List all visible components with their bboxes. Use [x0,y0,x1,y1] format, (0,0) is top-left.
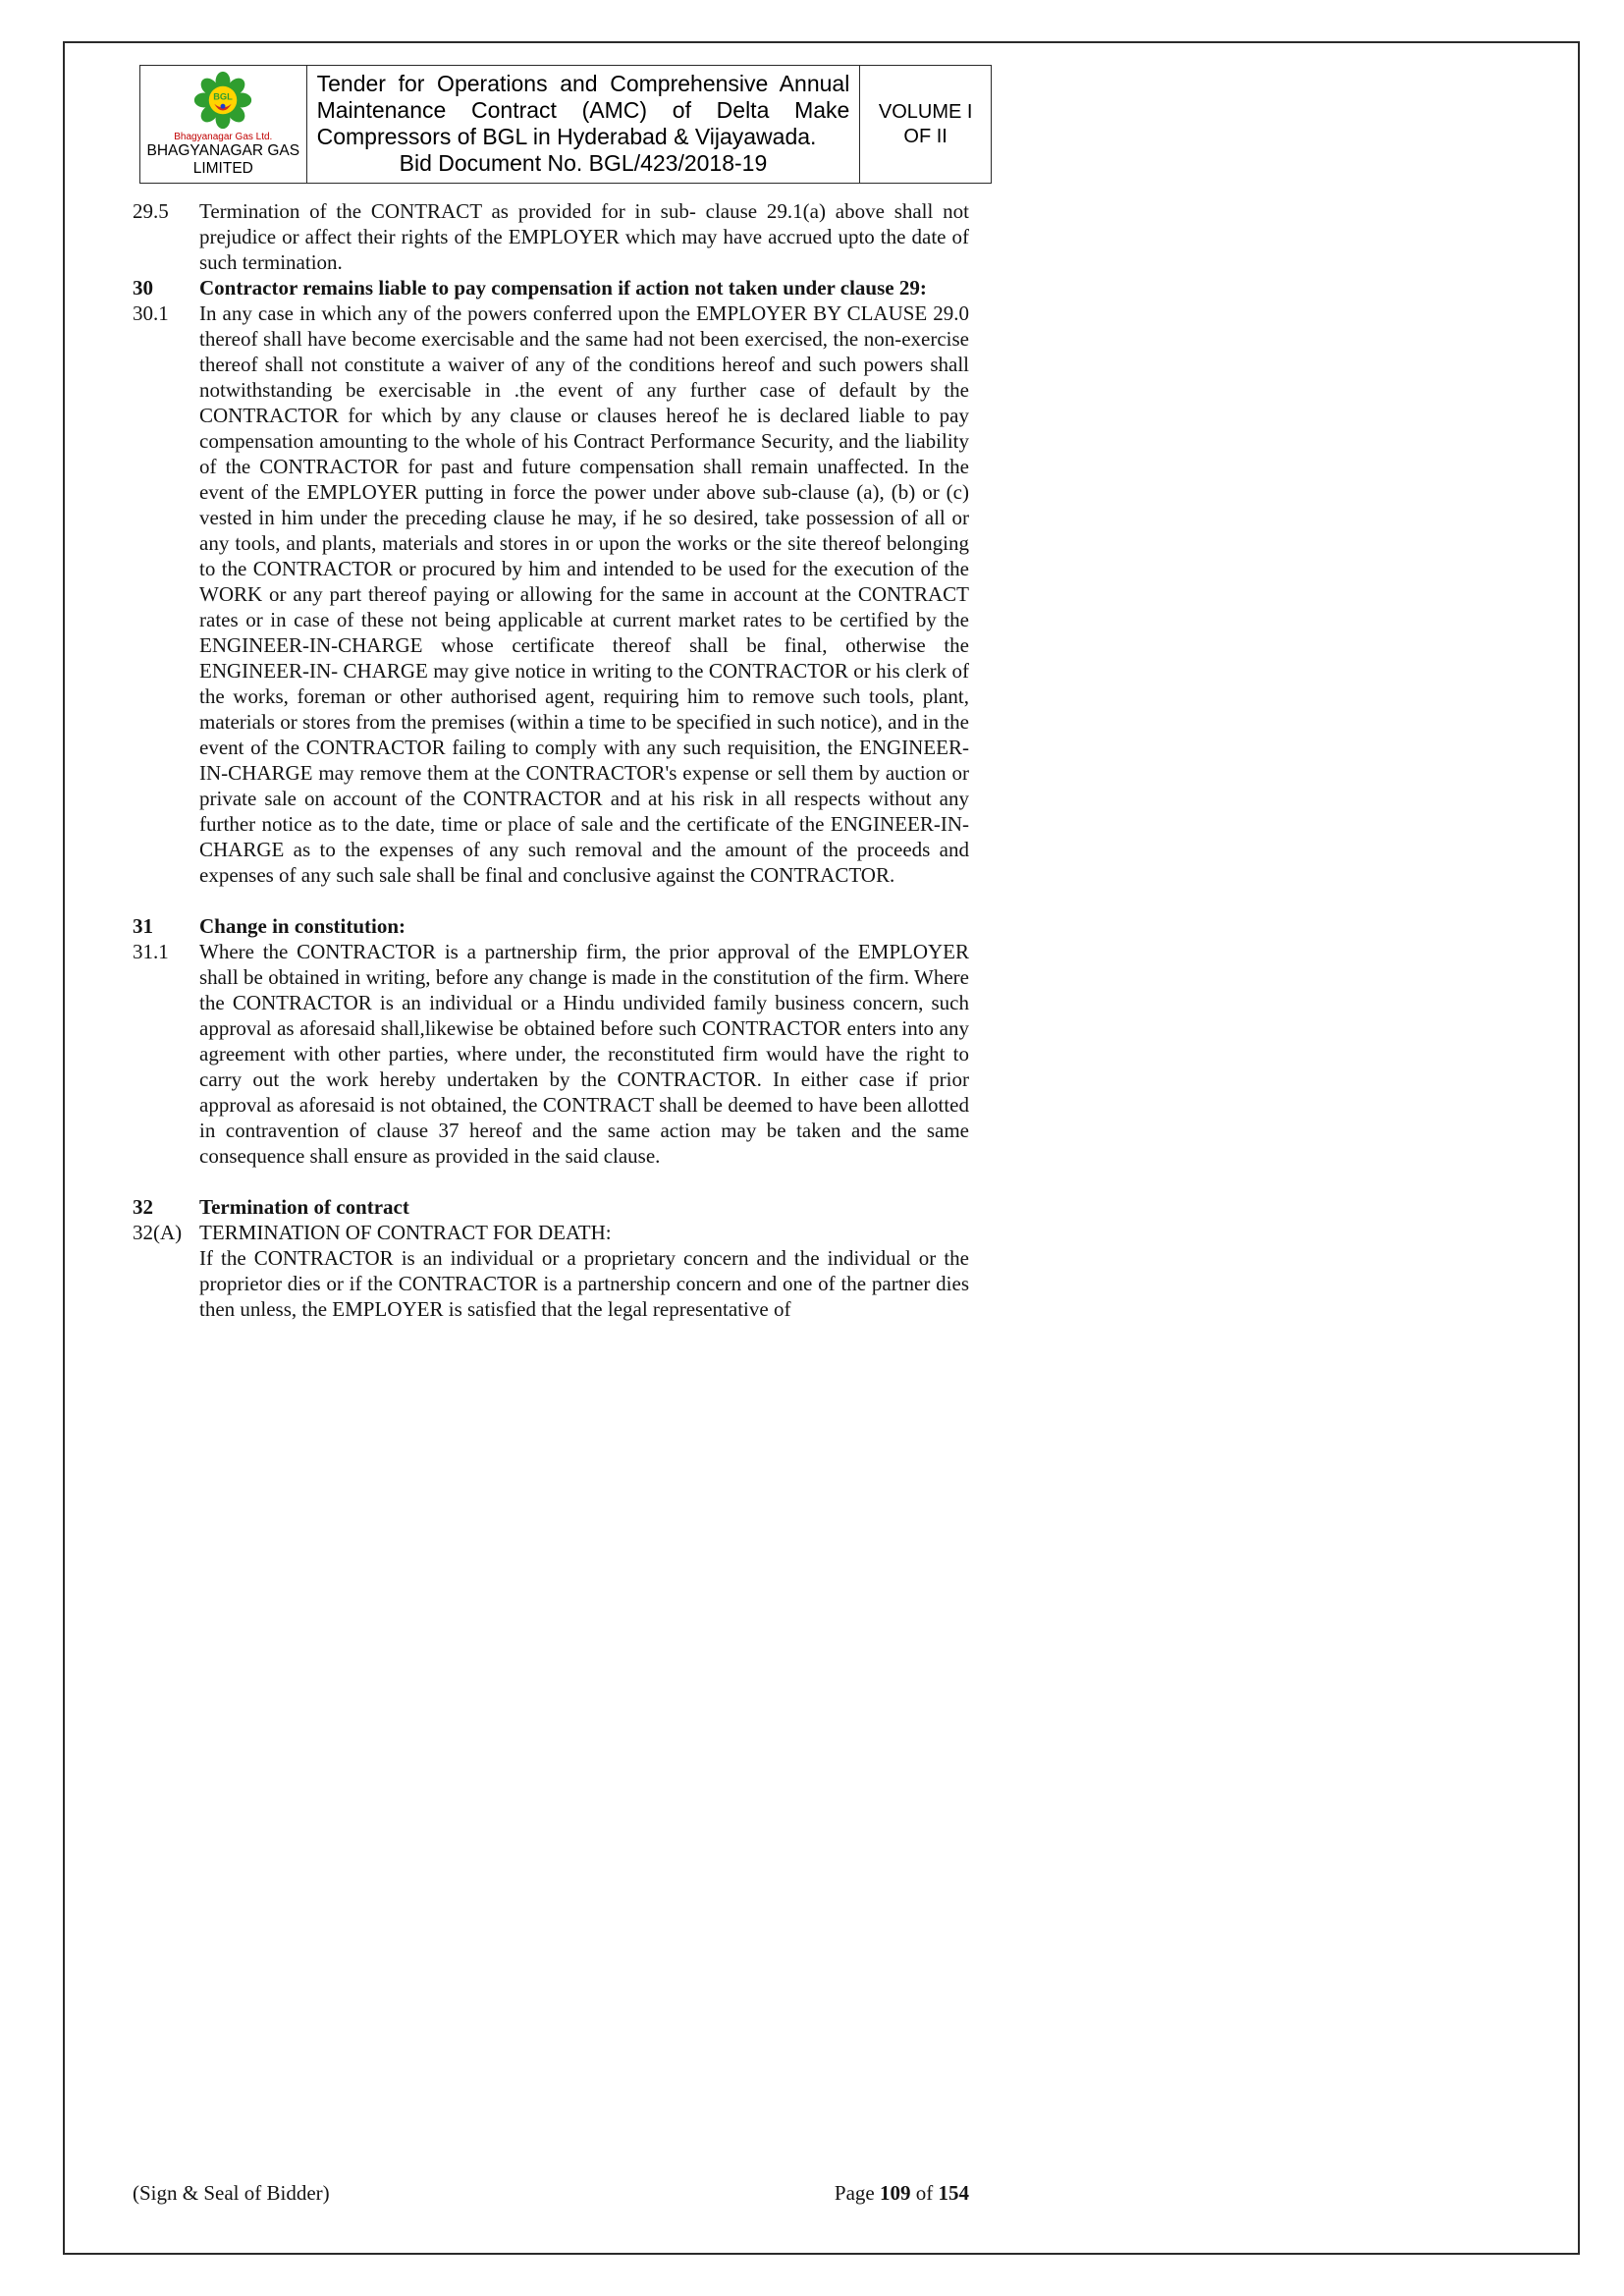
title-cell [307,66,861,183]
clause-text: Termination of contract [199,1195,409,1219]
document-header [139,65,992,184]
clause-number: 31 [133,914,153,938]
clause-row [133,275,969,301]
logo-tagline: Bhagyanagar Gas Ltd. [174,132,273,142]
sign-seal-note: (Sign & Seal of Bidder) [133,2181,330,2205]
clause-row [133,1194,969,1220]
tender-title-line: Maintenance Contract (AMC) of Delta Make [316,97,850,123]
page-total: 154 [938,2181,969,2205]
org-name-line2: LIMITED [192,160,253,177]
clause-number: 30 [133,276,153,300]
clause-number: 32(A) [133,1221,183,1244]
clause-number: 31.1 [133,940,169,963]
clause-row [133,1220,969,1245]
clause-number: 29.5 [133,199,169,223]
clause-row [133,913,969,939]
clause-row [133,301,969,888]
page-number [835,2180,969,2206]
clause-text: TERMINATION OF CONTRACT FOR DEATH: [199,1221,612,1244]
clause-text: Termination of the CONTRACT as provided for in sub- clause 29.1(a) above shall not prejudice or affect their rights of the EMPLOYER which may have accrued upto the date of such termination. [199,199,969,274]
tender-title-line: Compressors of BGL in Hyderabad & Vijayawada. [316,124,817,149]
clause-text: Where the CONTRACTOR is a partnership firm, the prior approval of the EMPLOYER shall be obtained in writing, before any change is made in the constitution of the firm. Where the CONTRACTOR is an individual or a Hindu undivided family business concern, such approval as aforesaid shall,likewise be obtained before such CONTRACTOR enters into any agreement with other parties, where under, the reconstituted firm would have the right to carry out the work hereby undertaken by the CONTRACTOR. In either case if prior approval as aforesaid is not obtained, the CONTRACT shall be deemed to have been allotted in contravention of clause 37 hereof and the same action may be taken and the same consequence shall ensure as provided in the said clause. [199,940,969,1168]
volume-cell [860,66,991,183]
clause-row [133,198,969,275]
page-border [63,41,1580,2255]
document-footer [133,2180,969,2206]
page-label: Page [834,2181,880,2205]
clause-number: 30.1 [133,301,169,325]
clause-number: 32 [133,1195,153,1219]
logo-cell [140,66,307,183]
clause-text: If the CONTRACTOR is an individual or a proprietary concern and the individual or the proprietor dies or if the CONTRACTOR is a partnership concern and one of the partner dies then unless, the EMPLOYER is satisfied that the legal representative of [199,1246,969,1321]
tender-title-line: Tender for Operations and Comprehensive Annual [316,71,850,96]
clause-row [133,1245,969,1322]
bgl-logo-icon [192,70,253,131]
volume-label-line1: VOLUME I [878,100,973,123]
clause-text: Change in constitution: [199,914,406,938]
logo-monogram: BGL [213,91,234,102]
volume-label-line2: OF II [903,125,947,147]
bid-document-number: Bid Document No. BGL/423/2018-19 [399,150,768,176]
clause-text: In any case in which any of the powers conferred upon the EMPLOYER BY CLAUSE 29.0 thereof shall have become exercisable and the same had not been exercised, the non-exercise thereof shall not constitute a waiver of any of the conditions hereof and such powers shall notwithstanding be exercisable in .the event of any further case of default by the CONTRACTOR for which by any clause or clauses hereof he is declared liable to pay compensation amounting to the whole of his Contract Performance Security, and the liability of the CONTRACTOR for past and future compensation shall remain unaffected. In the event of the EMPLOYER putting in force the power under above sub-clause (a), (b) or (c) vested in him under the preceding clause he may, if he so desired, take possession of all or any tools, and plants, materials and stores in or upon the works or the site thereof belonging to the CONTRACTOR or procured by him and intended to be used for the execution of the WORK or any part thereof paying or allowing for the same in account at the CONTRACT rates or in case of these not being applicable at current market rates to be certified by the ENGINEER-IN-CHARGE whose certificate thereof shall be final, otherwise the ENGINEER-IN- CHARGE may give notice in writing to the CONTRACTOR or his clerk of the works, foreman or other authorised agent, requiring him to remove such tools, plant, materials or stores from the premises (within a time to be specified in such notice), and in the event of the CONTRACTOR failing to comply with any such requisition, the ENGINEER-IN-CHARGE may remove them at the CONTRACTOR's expense or sell them by auction or private sale on account of the CONTRACTOR and at his risk in all respects without any further notice as to the date, time or place of sale and the certificate of the ENGINEER-IN-CHARGE as to the expenses of any such removal and the amount of the proceeds and expenses of any such sale shall be final and conclusive against the CONTRACTOR. [199,301,969,887]
clause-text: Contractor remains liable to pay compensation if action not taken under clause 29: [199,276,927,300]
page-of-label: of [910,2181,939,2205]
org-name-line1: BHAGYANAGAR GAS [146,142,300,159]
document-body [133,198,969,1322]
page-current: 109 [880,2181,911,2205]
clause-row [133,939,969,1169]
clause-list [133,198,969,1322]
